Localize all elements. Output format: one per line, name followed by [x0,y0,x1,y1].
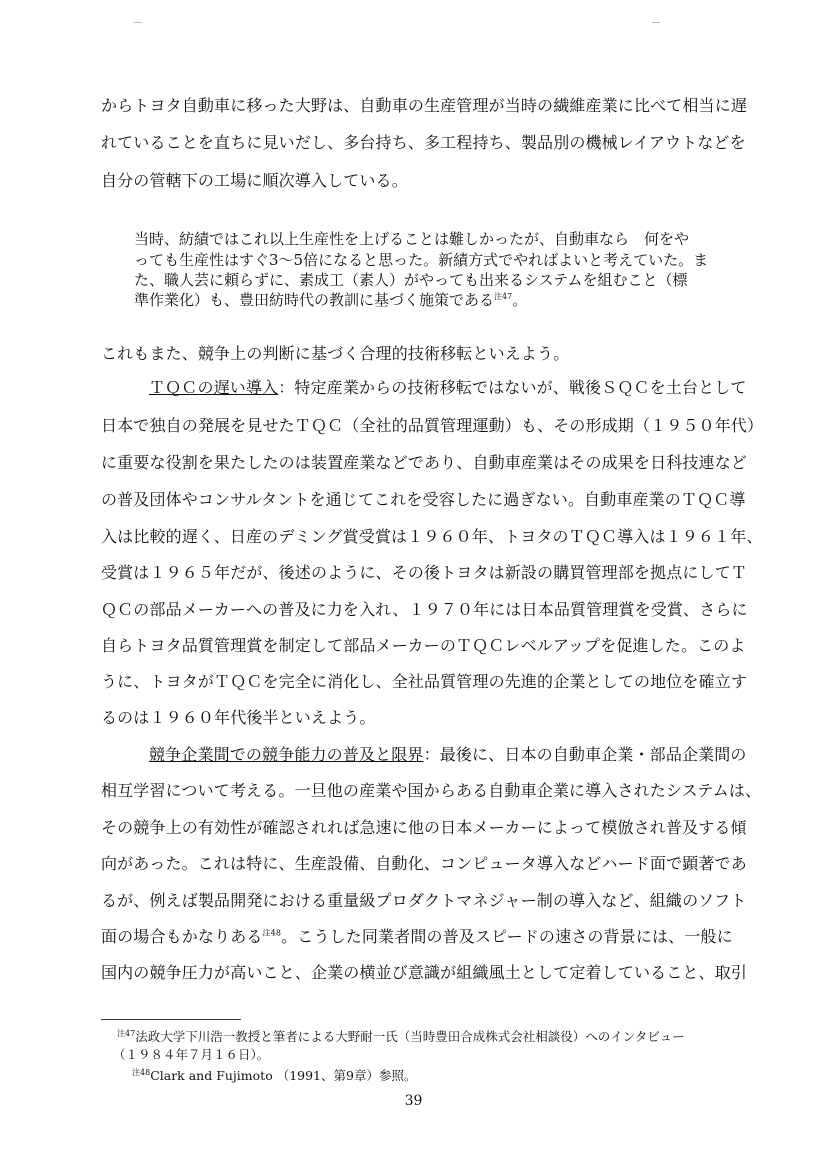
comp-first-line [149,745,771,765]
footnote-text: 法政大学下川浩一教授と筆者による大野耐一氏（当時豊田合成株式会社相談役）へのインタビュー [135,1029,685,1044]
footnote-47 [117,1029,685,1045]
header-rule-left [134,22,142,23]
tqc-line: うに、トヨタがＴＱＣを完全に消化し、全社品質管理の先進的企業としての地位を確立す [101,672,748,691]
comp-line: その競争上の有効性が確認されれば急速に他の日本メーカーによって模倣され普及する傾 [101,818,747,837]
footnote-mark: 注47 [117,1028,136,1038]
quote-line [134,291,764,309]
quote-line: 当時、紡績ではこれ以上生産性を上げることは難しかったが、自動車なら 何をや [134,230,690,248]
footnote-ref-48: 注48 [262,928,282,938]
tqc-line: 日本で独自の発展を見せたＴＱＣ（全社的品質管理運動）も、その形成期（１９５０年代） [101,416,764,435]
body-line: からトヨタ自動車に移った大野は、自動車の生産管理が当時の繊維産業に比べて相当に遅 [101,96,748,115]
footnote-mark: 注48 [132,1067,151,1077]
comp-line-text: 面の場合もかなりある [101,927,263,946]
footnote-47-cont: （１９８４年７月１６日）。 [113,1047,270,1062]
footnote-48 [132,1068,416,1084]
comp-line [101,927,771,947]
tqc-heading: ＴＱＣの遅い導入 [149,378,279,397]
tqc-line: の普及団体やコンサルタントを通じてこれを受容したに過ぎない。自動車産業のＴＱＣ導 [101,490,746,509]
comp-line: るが、例えば製品開発における重量級プロダクトマネジャー制の導入など、組織のソフト [101,891,747,910]
tqc-line: に重要な役割を果たしたのは装置産業などであり、自動車産業はその成果を日科技連など [101,453,748,472]
tqc-line: 入は比較的遅く、日産のデミング賞受賞は１９６０年、トヨタのＴＱＣ導入は１９６１年、 [101,527,763,546]
footnote-text: Clark and Fujimoto （1991、第9章）参照。 [150,1068,417,1083]
tqc-line-text: ：特定産業からの技術移転ではないが、戦後ＳＱＣを土台として [278,378,747,397]
comp-line: 国内の競争圧力が高いこと、企業の横並び意識が組織風土として定着していること、取引 [101,963,748,982]
comp-line: 向があった。これは特に、生産設備、自動化、コンピュータ導入などハード面で顕著であ [101,854,747,873]
conclusion-line: これもまた、競争上の判断に基づく合理的技術移転といえよう。 [101,344,570,363]
comp-line: 相互学習について考える。一旦他の産業や国からある自動車企業に導入されたシステムは、 [101,781,762,800]
footnote-rule [101,1019,241,1020]
comp-line-text: ：最後に、日本の自動車企業・部品企業間の [423,745,747,764]
quote-end: 。 [512,291,528,309]
tqc-line: ＱＣの部品メーカーへの普及に力を入れ、１９７０年には日本品質管理賞を受賞、さらに [101,600,748,619]
tqc-line: 受賞は１９６５年だが、後述のように、その後トヨタは新設の購買管理部を拠点にしてＴ [101,563,748,582]
comp-line-text: 。こうした同業者間の普及スピードの速さの背景には、一般に [281,927,733,946]
quote-line-text: 準作業化）も、豊田紡時代の教訓に基づく施策である [134,291,495,309]
footnote-ref-47: 注47 [494,292,513,301]
body-line: れていることを直ちに見いだし、多台持ち、多工程持ち、製品別の機械レイアウトなどを [101,133,746,152]
quote-line: た、職人芸に頼らずに、素成工（素人）がやっても出来るシステムを組むこと（標 [134,271,688,289]
quote-line: っても生産性はすぐ3〜5倍になると思った。新績方式でやればよいと考えていた。ま [134,251,709,269]
comp-heading: 競争企業間での競争能力の普及と限界 [149,745,424,764]
body-line: 自分の管轄下の工場に順次導入している。 [101,171,408,190]
tqc-line: 自らトヨタ品質管理賞を制定して部品メーカーのＴＱＣレベルアップを促進した。このよ [101,636,746,655]
tqc-line: るのは１９６０年代後半といえよう。 [101,708,376,727]
header-rule-right [652,22,660,23]
tqc-first-line [149,378,771,398]
page-number: 39 [404,1093,423,1109]
